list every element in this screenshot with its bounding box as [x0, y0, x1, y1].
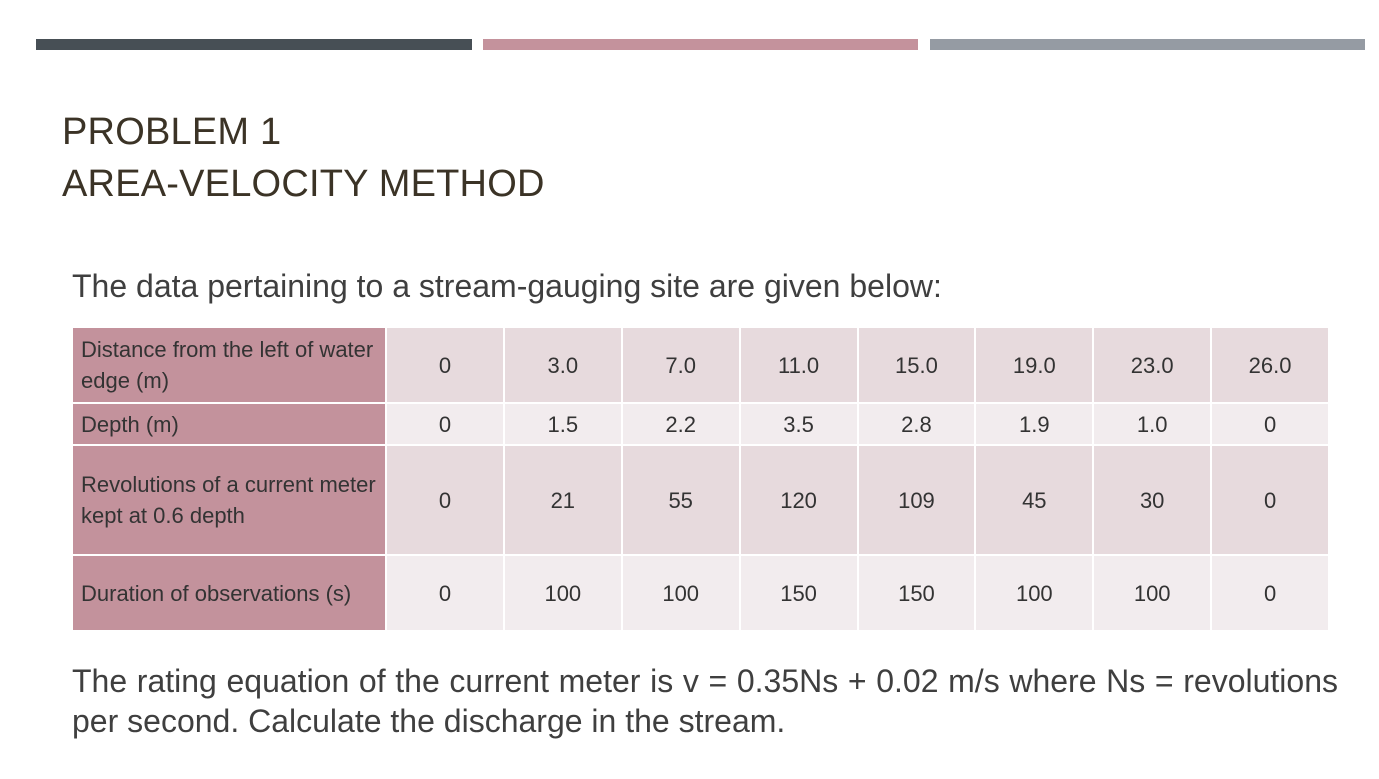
table-row-duration — [72, 555, 1329, 631]
table-cell: 100 — [622, 555, 740, 631]
table-cell: 150 — [858, 555, 976, 631]
table-cell: 0 — [386, 445, 504, 555]
table-cell: 11.0 — [740, 327, 858, 403]
table-cell: 1.9 — [975, 403, 1093, 445]
table-cell: 23.0 — [1093, 327, 1211, 403]
table-cell: 100 — [975, 555, 1093, 631]
accent-bar-gray — [930, 39, 1365, 50]
table-cell: 1.5 — [504, 403, 622, 445]
table-cell: 120 — [740, 445, 858, 555]
accent-bar-pink — [483, 39, 918, 50]
table-cell: 2.2 — [622, 403, 740, 445]
table-cell: 3.5 — [740, 403, 858, 445]
table-cell: 0 — [386, 327, 504, 403]
problem-statement: The rating equation of the current meter is v = 0.35Ns + 0.02 m/s where Ns = revolutions per second. Calculate the discharge in the stream. — [72, 663, 1338, 739]
table-cell: 45 — [975, 445, 1093, 555]
table-cell: 1.0 — [1093, 403, 1211, 445]
intro-text: The data pertaining to a stream-gauging site are given below: — [72, 268, 942, 304]
table-cell: 26.0 — [1211, 327, 1329, 403]
table-cell: 21 — [504, 445, 622, 555]
accent-bar-dark — [36, 39, 472, 50]
table-row-revolutions — [72, 445, 1329, 555]
table-row-depth — [72, 403, 1329, 445]
row-header: Depth (m) — [72, 403, 386, 445]
title-line-2: AREA-VELOCITY METHOD — [62, 163, 545, 205]
table-cell: 0 — [1211, 555, 1329, 631]
table-cell: 19.0 — [975, 327, 1093, 403]
table-cell: 0 — [1211, 403, 1329, 445]
table-cell: 15.0 — [858, 327, 976, 403]
row-header: Duration of observations (s) — [72, 555, 386, 631]
table-cell: 0 — [386, 403, 504, 445]
table-cell: 150 — [740, 555, 858, 631]
table-cell: 0 — [386, 555, 504, 631]
table-cell: 2.8 — [858, 403, 976, 445]
table-cell: 109 — [858, 445, 976, 555]
table-cell: 7.0 — [622, 327, 740, 403]
table-cell: 30 — [1093, 445, 1211, 555]
row-header: Distance from the left of water edge (m) — [72, 327, 386, 403]
table-cell: 55 — [622, 445, 740, 555]
table-cell: 3.0 — [504, 327, 622, 403]
slide-title — [62, 106, 545, 210]
title-line-1: PROBLEM 1 — [62, 111, 282, 153]
table-row-distance — [72, 327, 1329, 403]
row-header: Revolutions of a current meter kept at 0.6 depth — [72, 445, 386, 555]
table-cell: 100 — [504, 555, 622, 631]
data-table — [71, 326, 1330, 632]
table-cell: 0 — [1211, 445, 1329, 555]
table-cell: 100 — [1093, 555, 1211, 631]
